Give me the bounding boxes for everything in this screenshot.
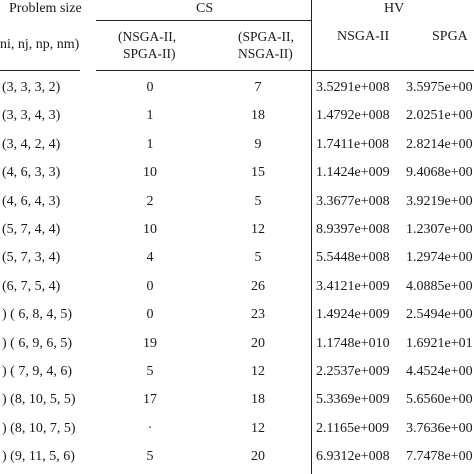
hv-nsga-cell: 3.5291e+008 (316, 80, 390, 95)
cs-nsga-spga-cell: 1 (146, 108, 154, 124)
hv-nsga-cell: 2.2537e+009 (316, 364, 390, 379)
problem-size-header: Problem size (9, 1, 82, 16)
hv-nsga-cell: 2.1165e+009 (316, 420, 390, 436)
cs-nsga-spga-cell: 0 (146, 278, 154, 294)
problem-size-cell: (3, 4, 2, 4) (2, 136, 61, 152)
hv-spga-cell: 3.7636e+00 (406, 420, 473, 436)
hv-spga-cell: 4.4524e+00 (406, 364, 473, 379)
problem-size-cell: (5, 7, 4, 4) (2, 222, 61, 237)
hv-nsga-cell: 1.4792e+008 (316, 108, 390, 124)
problem-size-cell: (4, 6, 4, 3) (2, 193, 61, 209)
hv-nsga-cell: 1.1424e+009 (316, 165, 390, 181)
cs-spga-nsga-cell: 20 (251, 335, 265, 351)
cs-nsga-spga-cell: 1 (146, 136, 154, 152)
hv-group-header: HV (384, 1, 405, 16)
hv-nsga-cell: 5.3369e+009 (316, 392, 390, 408)
cs-spga-nsga-cell: 12 (251, 364, 265, 379)
problem-size-cell: ) ( 6, 9, 6, 5) (2, 335, 72, 351)
cs-spga-nsga-cell: 9 (254, 136, 262, 152)
problem-size-cell: ) (8, 10, 5, 5) (2, 392, 76, 408)
hv-spga-cell: 3.9219e+00 (406, 193, 473, 209)
cs-nsga-spga-cell: 2 (146, 193, 154, 209)
problem-size-cell: ) ( 6, 8, 4, 5) (2, 307, 72, 323)
cs-nsga-spga-cell: 0 (146, 80, 154, 95)
hv-nsga-cell: 1.4924e+009 (316, 307, 390, 323)
problem-size-cell: ) (8, 10, 7, 5) (2, 420, 76, 436)
cs-group-header: CS (196, 1, 214, 16)
cs-nsga-spga-cell: 5 (146, 449, 154, 465)
hv-nsga-cell: 5.5448e+008 (316, 250, 390, 266)
cs-group-underline (96, 20, 311, 21)
hv-spga-cell: 1.2974e+00 (406, 250, 473, 266)
problem-size-cell: (6, 7, 5, 4) (2, 278, 61, 294)
cs-nsga-spga-header-line2: SPGA-II) (123, 46, 176, 61)
cs-spga-nsga-cell: 7 (254, 80, 262, 95)
hv-spga-cell: 9.4068e+00 (406, 165, 473, 181)
hv-spga-cell: 7.7478e+00 (406, 449, 473, 465)
hv-nsga-cell: 8.9397e+008 (316, 222, 390, 237)
vertical-divider (311, 0, 312, 474)
cs-nsga-spga-cell: 5 (146, 364, 154, 379)
problem-size-cell: (4, 6, 3, 3) (2, 165, 61, 181)
hv-nsga-cell: 3.4121e+009 (316, 278, 390, 294)
hv-spga-cell: 2.8214e+00 (406, 136, 473, 152)
cs-nsga-spga-cell: 17 (143, 392, 157, 408)
hv-nsga-header: NSGA-II (337, 29, 390, 44)
hv-nsga-cell: 1.7411e+008 (316, 136, 390, 152)
cs-nsga-spga-cell: 10 (143, 165, 157, 181)
cs-spga-nsga-cell: 26 (251, 278, 265, 294)
cs-nsga-spga-header-line1: (NSGA-II, (118, 29, 177, 44)
problem-size-cell: ) (9, 11, 5, 6) (2, 449, 75, 465)
cs-spga-nsga-cell: 12 (251, 420, 265, 436)
header-bottom-rule-right (96, 70, 474, 71)
cs-nsga-spga-cell: 4 (146, 250, 154, 266)
cs-spga-nsga-cell: 18 (251, 392, 265, 408)
cs-spga-nsga-cell: 5 (254, 250, 262, 266)
hv-nsga-cell: 3.3677e+008 (316, 193, 390, 209)
header-bottom-rule-left (0, 70, 80, 71)
problem-size-cell: (3, 3, 3, 2) (2, 80, 61, 95)
hv-spga-cell: 3.5975e+00 (406, 80, 473, 95)
cs-spga-nsga-cell: 5 (254, 193, 262, 209)
cs-nsga-spga-cell: · (147, 420, 153, 436)
problem-size-cell: ) ( 7, 9, 4, 6) (2, 364, 72, 379)
cs-spga-nsga-header-line1: (SPGA-II, (238, 29, 294, 44)
cs-spga-nsga-cell: 20 (251, 449, 265, 465)
hv-nsga-cell: 6.9312e+008 (316, 449, 390, 465)
hv-spga-header: SPGA (432, 29, 468, 44)
cs-nsga-spga-cell: 10 (143, 222, 157, 237)
problem-size-cell: (5, 7, 3, 4) (2, 250, 61, 266)
cs-spga-nsga-cell: 18 (251, 108, 265, 124)
cs-nsga-spga-cell: 0 (146, 307, 154, 323)
cs-nsga-spga-cell: 19 (143, 335, 157, 351)
problem-size-cell: (3, 3, 4, 3) (2, 108, 61, 124)
hv-spga-cell: 4.0885e+00 (406, 278, 473, 294)
cs-spga-nsga-header-line2: NSGA-II) (238, 46, 293, 61)
hv-spga-cell: 2.0251e+00 (406, 108, 473, 124)
hv-spga-cell: 1.2307e+00 (406, 222, 473, 237)
hv-nsga-cell: 1.1748e+010 (316, 335, 390, 351)
hv-spga-cell: 5.6560e+00 (406, 392, 473, 408)
hv-spga-cell: 2.5494e+00 (406, 307, 473, 323)
cs-spga-nsga-cell: 23 (251, 307, 265, 323)
hv-spga-cell: 1.6921e+01 (406, 335, 473, 351)
cs-spga-nsga-cell: 15 (251, 165, 265, 181)
cs-spga-nsga-cell: 12 (251, 222, 265, 237)
dims-header: ni, nj, np, nm) (0, 37, 80, 52)
